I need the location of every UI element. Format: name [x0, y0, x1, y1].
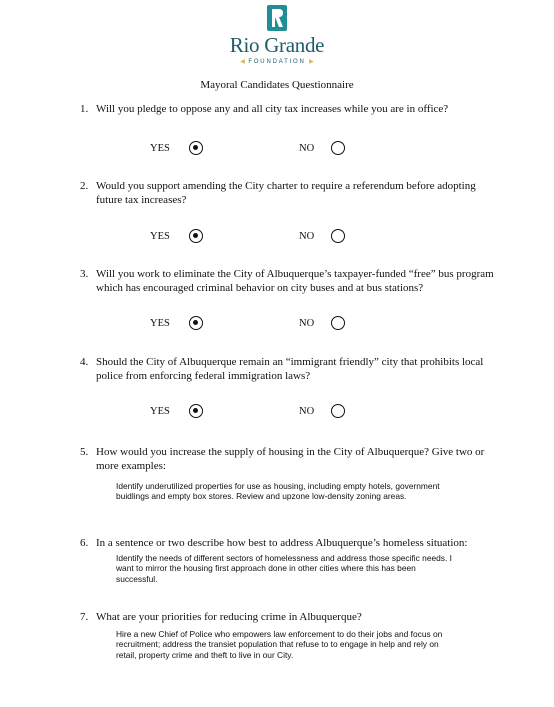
q1-no-radio[interactable]	[331, 141, 345, 155]
yes-label: YES	[150, 231, 170, 242]
question-number: 7.	[80, 611, 89, 623]
q4-yes-radio[interactable]	[189, 404, 203, 418]
no-label: NO	[299, 143, 315, 154]
question-text: In a sentence or two describe how best to address Albuquerque’s homeless situation:	[96, 537, 468, 549]
question-number: 1.	[80, 103, 89, 115]
rio-grande-foundation-logo	[0, 4, 554, 65]
question-1	[80, 103, 500, 117]
q7-answer[interactable]: Hire a new Chief of Police who empowers law enforcement to do their jobs and focus on recruitment; address the transiet population that refuse to to engage in help and rely on retail, property crime and theft to live in our City.	[116, 629, 443, 660]
right-arrow-icon: ▶	[309, 59, 314, 65]
q1-yes-radio[interactable]	[189, 141, 203, 155]
question-number: 5.	[80, 446, 89, 458]
yes-label: YES	[150, 318, 170, 329]
q3-no-radio[interactable]	[331, 316, 345, 330]
logo-mark-icon	[266, 4, 288, 32]
question-number: 4.	[80, 356, 89, 368]
yes-label: YES	[150, 143, 170, 154]
question-4	[80, 356, 500, 383]
no-label: NO	[299, 406, 315, 417]
question-number: 2.	[80, 180, 89, 192]
no-label: NO	[299, 231, 315, 242]
q2-yes-radio[interactable]	[189, 229, 203, 243]
yes-label: YES	[150, 406, 170, 417]
logo-name: Rio Grande	[229, 33, 325, 57]
q6-answer[interactable]: Identify the needs of different sectors of homelessness and address those specific needs. I want to mirror the housing first approach done in other cities where this has been successful.	[116, 553, 452, 584]
question-text: Would you support amending the City charter to require a referendum before adopting future tax increases?	[96, 180, 476, 206]
question-7	[80, 611, 500, 625]
question-3	[80, 268, 500, 295]
q2-no-radio[interactable]	[331, 229, 345, 243]
question-text: What are your priorities for reducing crime in Albuquerque?	[96, 611, 362, 623]
question-text: Will you work to eliminate the City of Albuquerque’s taxpayer-funded “free” bus program which has encouraged criminal behavior on city buses and at bus stations?	[96, 268, 494, 294]
left-arrow-icon: ◀	[240, 59, 245, 65]
question-number: 3.	[80, 268, 89, 280]
page-title: Mayoral Candidates Questionnaire	[200, 79, 354, 91]
question-6	[80, 537, 500, 551]
logo-subtitle: ◀ FOUNDATION ▶	[240, 59, 314, 65]
q3-yes-radio[interactable]	[189, 316, 203, 330]
no-label: NO	[299, 318, 315, 329]
question-number: 6.	[80, 537, 89, 549]
q4-no-radio[interactable]	[331, 404, 345, 418]
question-text: Will you pledge to oppose any and all city tax increases while you are in office?	[96, 103, 449, 115]
question-5	[80, 446, 500, 473]
question-text: How would you increase the supply of housing in the City of Albuquerque? Give two or more examples:	[96, 446, 485, 472]
question-2	[80, 180, 500, 207]
question-text: Should the City of Albuquerque remain an “immigrant friendly” city that prohibits local police from enforcing federal immigration laws?	[96, 356, 484, 382]
q5-answer[interactable]: Identify underutilized properties for use as housing, including empty hotels, government buidlings and empty box stores. Review and upzone low-density zoning areas.	[116, 481, 440, 502]
